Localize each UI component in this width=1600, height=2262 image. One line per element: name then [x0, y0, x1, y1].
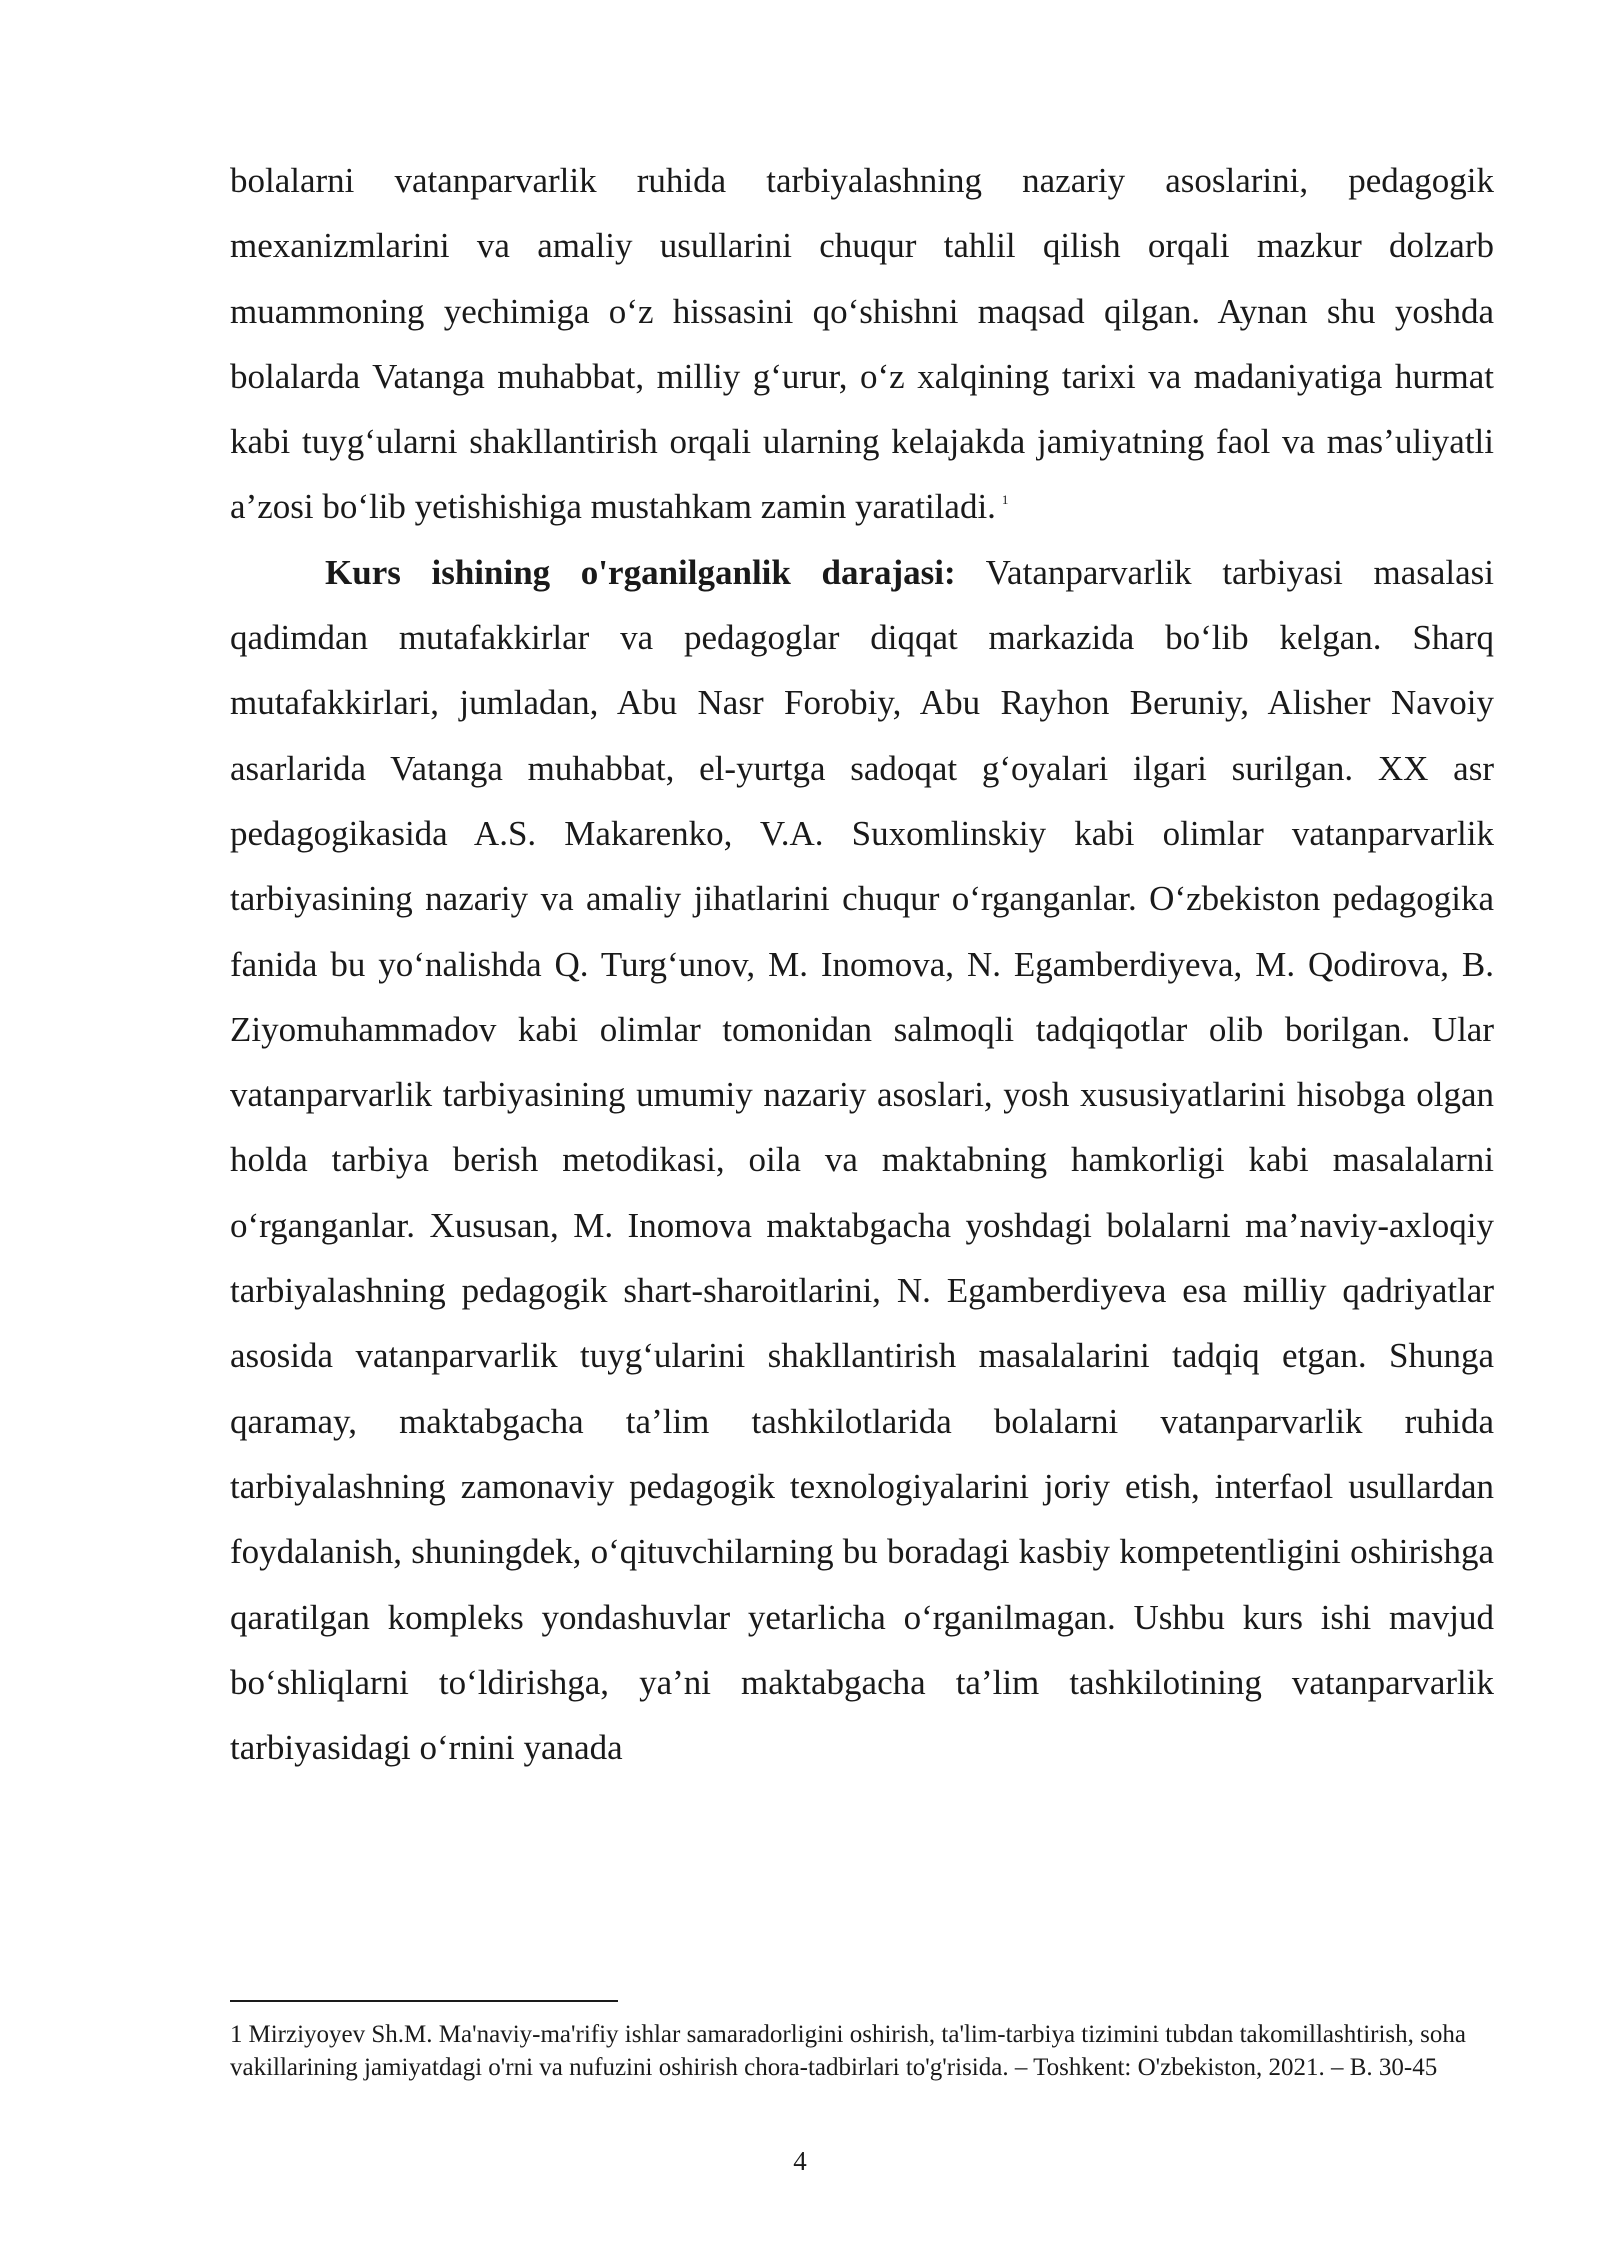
paragraph-1-text: bolalarni vatanparvarlik ruhida tarbiyalashning nazariy asoslarini, pedagogik mexanizmlarini va amaliy usullarini chuqur tahlil qilish orqali mazkur dolzarb muammoning yechimiga o‘z hissasini qo‘shishni maqsad qilgan. Aynan shu yoshda bolalarda Vatanga muhabbat, milliy g‘urur, o‘z xalqining tarixi va madaniyatiga hurmat kabi tuyg‘ularni shakllantirish orqali ularning kelajakda jamiyatning faol va mas’uliyatli a’zosi bo‘lib yetishishiga mustahkam zamin yaratiladi. — [230, 161, 1494, 527]
paragraph-1 — [230, 148, 1494, 540]
footnote-text: Mirziyoyev Sh.M. Ma'naviy-ma'rifiy ishlar samaradorligini oshirish, ta'lim-tarbiya tizimini tubdan takomillashtirish, soha vakillarining jamiyatdagi o'rni va nufuzini oshirish chora-tadbirlari to'g'risida. – Toshkent: O'zbekiston, 2021. – B. 30-45 — [230, 2021, 1466, 2081]
footnote-divider — [230, 2000, 618, 2002]
page-number: 4 — [793, 2146, 807, 2176]
paragraph-2-text: Vatanparvarlik tarbiyasi masalasi qadimdan mutafakkirlar va pedagoglar diqqat markazida bo‘lib kelgan. Sharq mutafakkirlari, jumladan, Abu Nasr Forobiy, Abu Rayhon Beruniy, Alisher Navoiy asarlarida Vatanga muhabbat, el-yurtga sadoqat g‘oyalari ilgari surilgan. XX asr pedagogikasida A.S. Makarenko, V.A. Suxomlinskiy kabi olimlar vatanparvarlik tarbiyasining nazariy va amaliy jihatlarini chuqur o‘rganganlar. O‘zbekiston pedagogika fanida bu yo‘nalishda Q. Turg‘unov, M. Inomova, N. Egamberdiyeva, M. Qodirova, B. Ziyomuhammadov kabi olimlar tomonidan salmoqli tadqiqotlar olib borilgan. Ular vatanparvarlik tarbiyasining umumiy nazariy asoslari, yosh xususiyatlarini hisobga olgan holda tarbiya berish metodikasi, oila va maktabning hamkorligi kabi masalalarni o‘rganganlar. Xususan, M. Inomova maktabgacha yoshdagi bolalarni ma’naviy-axloqiy tarbiyalashning pedagogik shart-sharoitlarini, N. Egamberdiyeva esa milliy qadriyatlar asosida vatanparvarlik tuyg‘ularini shakllantirish masalalarini tadqiq etgan. Shunga qaramay, maktabgacha ta’lim tashkilotlarida bolalarni vatanparvarlik ruhida tarbiyalashning zamonaviy pedagogik texnologiyalarini joriy etish, interfaol usullardan foydalanish, shuningdek, o‘qituvchilarning bu boradagi kasbiy kompetentligini oshirishga qaratilgan kompleks yondashuvlar yetarlicha o‘rganilmagan. Ushbu kurs ishi mavjud bo‘shliqlarni to‘ldirishga, ya’ni maktabgacha ta’lim tashkilotining vatanparvarlik tarbiyasidagi o‘rnini yanada — [230, 552, 1494, 1768]
body-text — [230, 148, 1494, 1780]
paragraph-2 — [230, 540, 1494, 1781]
footnote-number: 1 — [230, 2021, 243, 2048]
footnote — [230, 2018, 1494, 2084]
section-heading: Kurs ishining o'rganilganlik darajasi: — [325, 552, 956, 592]
footnote-reference[interactable]: 1 — [1001, 492, 1009, 508]
